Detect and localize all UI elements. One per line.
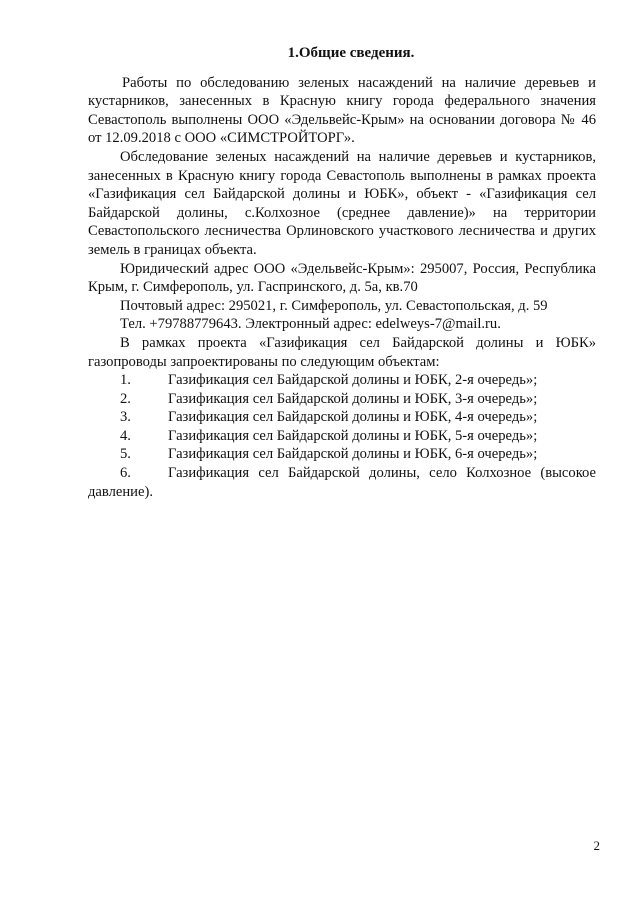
page-number: 2 — [593, 838, 600, 853]
list-item — [88, 445, 596, 464]
list-item — [88, 464, 596, 501]
list-item-text: Газификация сел Байдарской долины и ЮБК, 4-я очередь»; — [168, 409, 538, 426]
list-item-number: 3. — [120, 409, 131, 426]
paragraph-legal-address: Юридический адрес ООО «Эдельвейс-Крым»: 295007, Россия, Республика Крым, г. Симферополь, ул. Гаспринского, д. 5а, кв.70 — [88, 260, 596, 296]
document-body — [88, 44, 596, 501]
list-item — [88, 408, 596, 427]
section-heading: 1.Общие сведения. — [287, 45, 415, 61]
list-item-number: 2. — [120, 390, 131, 407]
list-item-number: 1. — [120, 372, 131, 389]
paragraph-project-objects: В рамках проекта «Газификация сел Байдарской долины и ЮБК» газопроводы запроектированы по следующим объектам: — [88, 334, 596, 370]
list-item — [88, 371, 596, 390]
list-item — [88, 390, 596, 409]
object-list — [88, 371, 596, 501]
list-item-text: Газификация сел Байдарской долины и ЮБК, 3-я очередь»; — [168, 390, 538, 407]
list-item-number: 4. — [120, 427, 131, 444]
paragraph-postal-address: Почтовый адрес: 295021, г. Симферополь, ул. Севастопольская, д. 59 — [120, 297, 548, 314]
list-item-text: Газификация сел Байдарской долины и ЮБК, 5-я очередь»; — [168, 427, 538, 444]
list-item-number: 6. — [120, 465, 131, 482]
list-item-number: 5. — [120, 446, 131, 463]
list-item-text: Газификация сел Байдарской долины, село Колхозное (высокое давление). — [88, 465, 596, 500]
paragraph-contacts: Тел. +79788779643. Электронный адрес: edelweys-7@mail.ru. — [120, 316, 501, 333]
paragraph-survey-scope: Обследование зеленых насаждений на наличие деревьев и кустарников, занесенных в Красную книгу города Севастополь выполнены в рамках проекта «Газификация сел Байдарской долины и ЮБК», объект - «Газификация сел Байдарской долины, с.Колхозное (среднее давление)» на территории Севастопольского лесничества Орлиновского участкового лесничества и других земель в границах объекта. — [88, 148, 596, 258]
list-item — [88, 427, 596, 446]
list-item-text: Газификация сел Байдарской долины и ЮБК, 2-я очередь»; — [168, 372, 538, 389]
paragraph-survey-contract: Работы по обследованию зеленых насаждений на наличие деревьев и кустарников, занесенных в Красную книгу города федерального значения Севастополь выполнены ООО «Эдельвейс-Крым» на основании договора № 46 от 12.09.2018 с ООО «СИМСТРОЙТОРГ». — [88, 74, 596, 147]
list-item-text: Газификация сел Байдарской долины и ЮБК, 6-я очередь»; — [168, 446, 538, 463]
